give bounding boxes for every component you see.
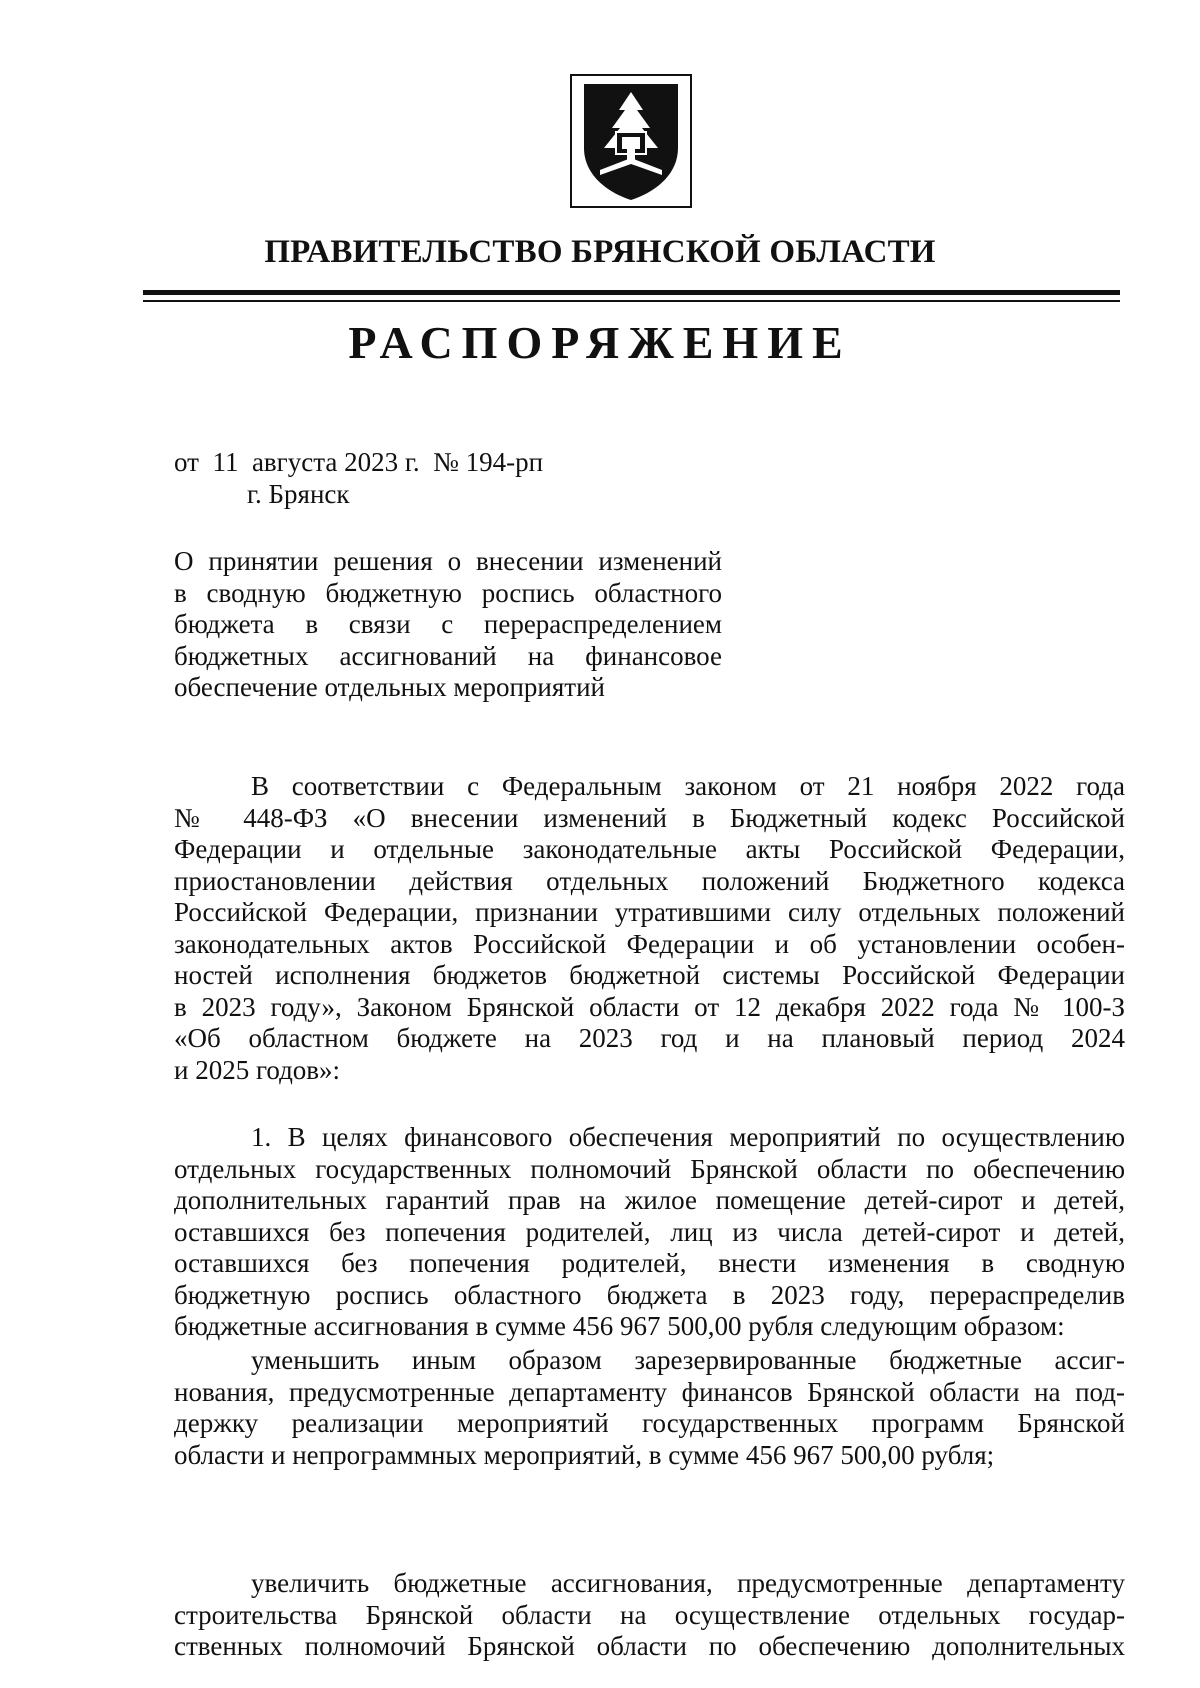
- body-paragraph-decrease: [174, 1345, 1125, 1471]
- subject-line: бюджета в связи с перераспределением: [174, 609, 722, 639]
- body-line: держку реализации мероприятий государственных программ Брянской: [174, 1408, 1125, 1438]
- body-line: бюджетные ассигнования в сумме 456 967 500,00 рубля следующим образом:: [174, 1311, 1065, 1341]
- subject-line: бюджетных ассигнований на финансовое: [174, 640, 722, 671]
- body-line: ственных полномочий Брянской области по обеспечению дополнительных: [174, 1631, 1125, 1661]
- body-line: увеличить бюджетные ассигнования, предусмотренные департаменту: [251, 1568, 1125, 1598]
- body-line: отдельных государственных полномочий Брянской области по обеспечению: [174, 1153, 1125, 1184]
- body-paragraph-increase: [174, 1568, 1125, 1663]
- body-line: в 2023 году», Законом Брянской области от 12 декабря 2022 года № 100-З: [174, 991, 1125, 1022]
- subject-line: в сводную бюджетную роспись областного: [174, 577, 722, 608]
- body-line: и 2025 годов»:: [174, 1054, 341, 1085]
- header-rule-thick: [143, 290, 1120, 295]
- body-line: 1. В целях финансового обеспечения мероприятий по осуществлению: [251, 1122, 1125, 1152]
- body-line: бюджетную роспись областного бюджета в 2023 году, перераспределив: [174, 1279, 1125, 1310]
- body-line: оставшихся без попечения родителей, лиц из числа детей-сирот и детей,: [174, 1216, 1125, 1247]
- body-line: Федерации и отдельные законодательные акты Российской Федерации,: [174, 834, 1125, 864]
- document-city: г. Брянск: [247, 479, 350, 509]
- document-type: РАСПОРЯЖЕНИЕ: [348, 317, 852, 368]
- document-subject: [174, 546, 722, 704]
- body-line: законодательных актов Российской Федерации и об установлении особен-: [174, 928, 1125, 959]
- body-line: оставшихся без попечения родителей, внести изменения в сводную: [174, 1248, 1125, 1278]
- body-line: № 448-ФЗ «О внесении изменений в Бюджетный кодекс Российской: [174, 802, 1125, 833]
- header-rule-thin: [143, 300, 1120, 302]
- government-name: ПРАВИТЕЛЬСТВО БРЯНСКОЙ ОБЛАСТИ: [264, 234, 936, 270]
- body-line: строительства Брянской области на осуществление отдельных государ-: [174, 1599, 1125, 1630]
- document-date-number: от 11 августа 2023 г. № 194-рп: [174, 447, 544, 477]
- body-line: уменьшить иным образом зарезервированные бюджетные ассиг-: [251, 1345, 1125, 1375]
- subject-line: О принятии решения о внесении изменений: [174, 546, 722, 576]
- body-paragraph-item-1: [174, 1122, 1125, 1343]
- body-line: дополнительных гарантий прав на жилое помещение детей-сирот и детей,: [174, 1185, 1125, 1215]
- body-line: В соответствии с Федеральным законом от 21 ноября 2022 года: [251, 771, 1125, 801]
- body-line: нования, предусмотренные департаменту финансов Брянской области на под-: [174, 1376, 1125, 1407]
- coat-of-arms-emblem: [570, 74, 692, 208]
- body-line: ностей исполнения бюджетов бюджетной системы Российской Федерации: [174, 960, 1125, 990]
- body-line: приостановлении действия отдельных положений Бюджетного кодекса: [174, 865, 1125, 896]
- subject-line: обеспечение отдельных мероприятий: [174, 672, 605, 702]
- body-line: области и непрограммных мероприятий, в сумме 456 967 500,00 рубля;: [174, 1439, 995, 1470]
- body-line: «Об областном бюджете на 2023 год и на плановый период 2024: [174, 1023, 1125, 1053]
- body-paragraph-preamble: [174, 771, 1125, 1086]
- body-line: Российской Федерации, признании утратившими силу отдельных положений: [174, 897, 1125, 927]
